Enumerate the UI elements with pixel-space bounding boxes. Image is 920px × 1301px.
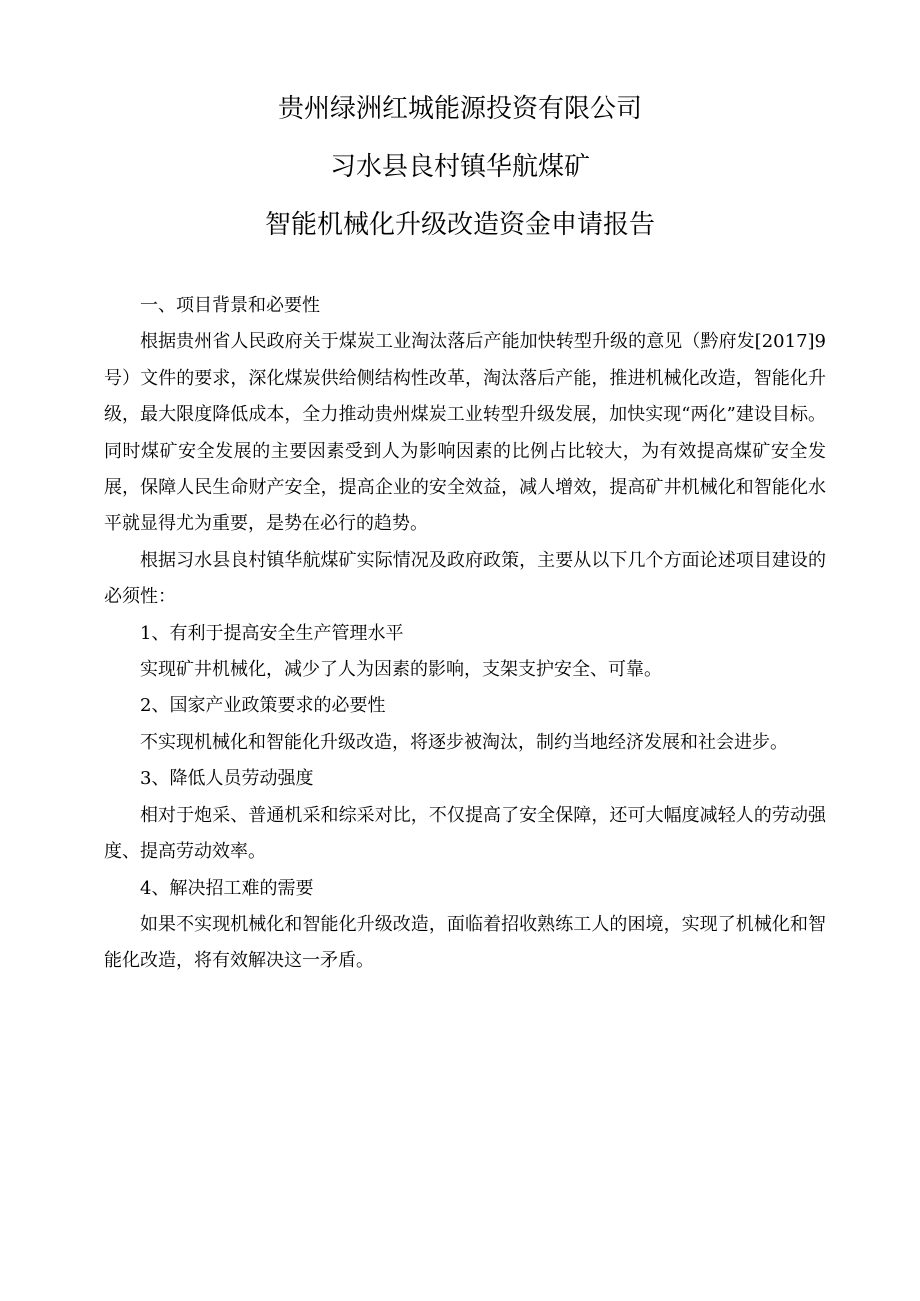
document-body xyxy=(104,288,826,980)
title-report: 智能机械化升级改造资金申请报告 xyxy=(264,210,655,240)
document-title xyxy=(0,94,920,268)
title-mine: 习水县良村镇华航煤矿 xyxy=(329,152,590,182)
paragraph-background: 根据贵州省人民政府关于煤炭工业淘汰落后产能加快转型升级的意见（黔府发[2017]9号）文件的要求，深化煤炭供给侧结构性改革，淘汰落后产能，推进机械化改造，智能化升级，最大限度降低成本，全力推动贵州煤炭工业转型升级发展，加快实现“两化”建设目标。同时煤矿安全发展的主要因素受到人为影响因素的比例占比较大，为有效提高煤矿安全发展，保障人民生命财产安全，提高企业的安全效益，减人增效，提高矿井机械化和智能化水平就显得尤为重要，是势在必行的趋势。 xyxy=(104,331,826,535)
subheading-labor-intensity: 3、降低人员劳动强度 xyxy=(140,768,314,790)
subheading-safety: 1、有利于提高安全生产管理水平 xyxy=(140,622,404,644)
paragraph-intro: 根据习水县良村镇华航煤矿实际情况及政府政策，主要从以下几个方面论述项目建设的必须性： xyxy=(104,549,826,608)
section-heading: 一、项目背景和必要性 xyxy=(140,295,320,316)
paragraph-labor-intensity: 相对于炮采、普通机采和综采对比，不仅提高了安全保障，还可大幅度减轻人的劳动强度、提高劳动效率。 xyxy=(104,804,826,863)
subheading-recruitment: 4、解决招工难的需要 xyxy=(140,877,314,899)
paragraph-recruitment: 如果不实现机械化和智能化升级改造，面临着招收熟练工人的困境，实现了机械化和智能化改造，将有效解决这一矛盾。 xyxy=(104,913,826,972)
paragraph-policy: 不实现机械化和智能化升级改造，将逐步被淘汰，制约当地经济发展和社会进步。 xyxy=(140,731,788,753)
title-company: 贵州绿洲红城能源投资有限公司 xyxy=(277,94,642,124)
paragraph-safety: 实现矿井机械化，减少了人为因素的影响，支架支护安全、可靠。 xyxy=(140,659,662,681)
subheading-policy: 2、国家产业政策要求的必要性 xyxy=(140,695,386,717)
